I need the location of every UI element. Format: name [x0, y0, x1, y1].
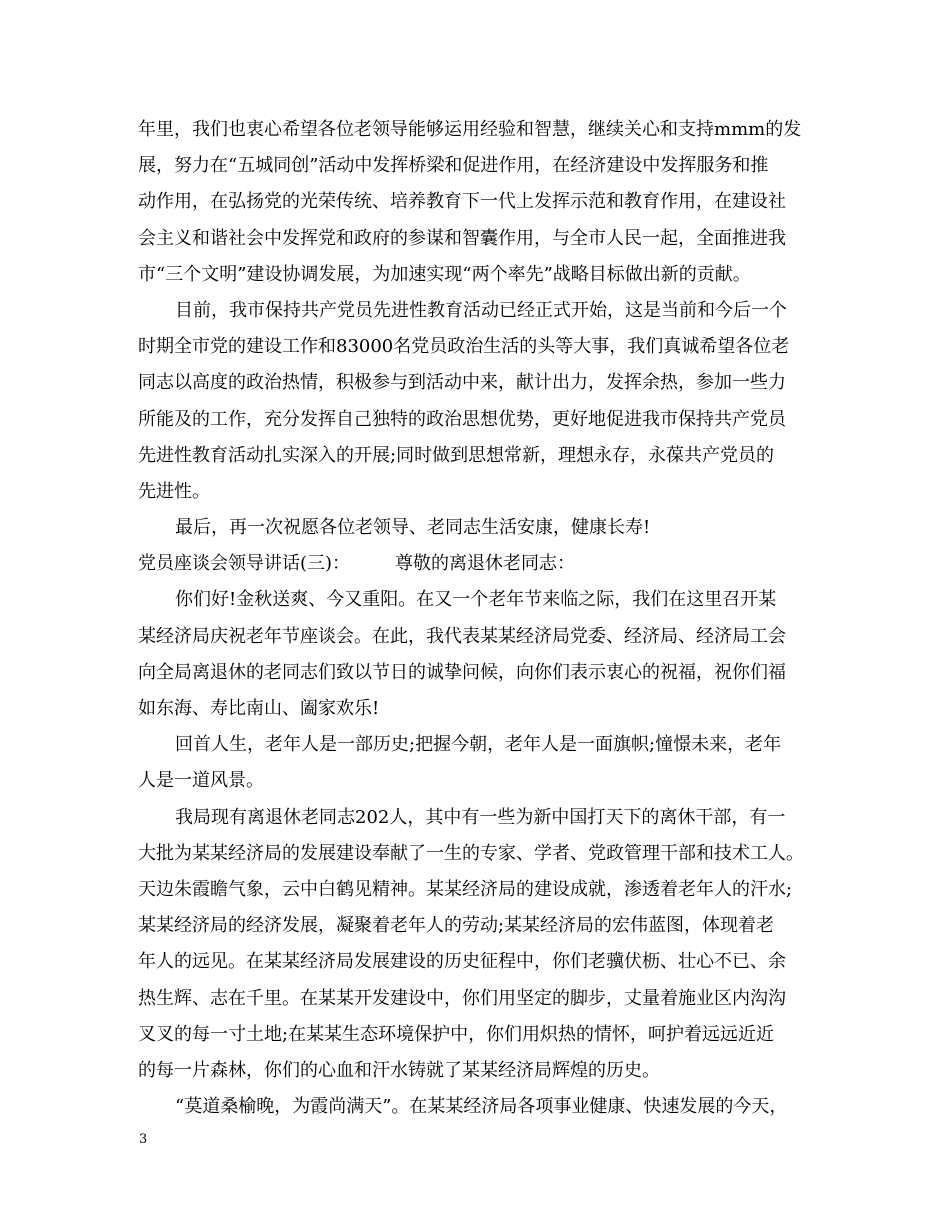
text-line: 叉叉的每一寸土地;在某某生态环境保护中，你们用炽热的情怀，呵护着远远近近	[138, 1023, 775, 1045]
text-line: 时期全市党的建设工作和83000名党员政治生活的头等大事，我们真诚希望各位老	[138, 336, 790, 358]
page-number: 3	[139, 1132, 148, 1147]
text-line: 年人的远见。在某某经济局发展建设的历史征程中，你们老骥伏枥、壮心不已、余	[138, 951, 786, 973]
text-line: 目前，我市保持共产党员先进性教育活动已经正式开始，这是当前和今后一个	[175, 299, 787, 321]
text-line: 人是一道风景。	[138, 770, 264, 792]
text-line: 同志以高度的政治热情，积极参与到活动中来，献计出力，发挥余热，参加一些力	[138, 372, 786, 394]
text-line: 最后，再一次祝愿各位老领导、老同志生活安康，健康长寿!	[175, 517, 651, 539]
text-line: 会主义和谐社会中发挥党和政府的参谋和智囊作用，与全市人民一起，全面推进我	[138, 227, 786, 249]
text-line: 年里，我们也衷心希望各位老领导能够运用经验和智慧，继续关心和支持mmm的发	[138, 119, 802, 140]
text-line: 动作用，在弘扬党的光荣传统、培养教育下一代上发挥示范和教育作用，在建设社	[138, 191, 786, 213]
text-line: 党员座谈会领导讲话(三)： 尊敬的离退休老同志：	[138, 553, 576, 575]
text-line: 我局现有离退休老同志202人，其中有一些为新中国打天下的离休干部，有一	[175, 806, 786, 828]
text-line: 如东海、寿比南山、阖家欢乐!	[138, 698, 380, 719]
text-line: 先进性。	[138, 480, 210, 502]
text-line: 天边朱霞瞻气象，云中白鹤见精神。某某经济局的建设成就，渗透着老年人的汗水;	[138, 878, 793, 900]
text-line: “莫道桑榆晚，为霞尚满天”。在某某经济局各项事业健康、快速发展的今天，	[175, 1096, 788, 1118]
text-line: 你们好!金秋送爽、今又重阳。在又一个老年节来临之际，我们在这里召开某	[175, 589, 777, 611]
text-line: 向全局离退休的老同志们致以节日的诚挚问候，向你们表示衷心的祝福，祝你们福	[138, 661, 786, 683]
text-line: 的每一片森林，你们的心血和汗水铸就了某某经济局辉煌的历史。	[138, 1059, 660, 1081]
text-line: 所能及的工作，充分发挥自己独特的政治思想优势，更好地促进我市保持共产党员	[138, 408, 786, 430]
text-line: 展，努力在“五城同创”活动中发挥桥梁和促进作用，在经济建设中发挥服务和推	[138, 155, 769, 177]
text-line: 热生辉、志在千里。在某某开发建设中，你们用坚定的脚步，丈量着施业区内沟沟	[138, 987, 786, 1009]
text-line: 先进性教育活动扎实深入的开展;同时做到思想常新，理想永存，永葆共产党员的	[138, 444, 775, 466]
text-line: 市“三个文明”建设协调发展，为加速实现“两个率先”战略目标做出新的贡献。	[138, 263, 751, 285]
text-line: 回首人生，老年人是一部历史;把握今朝，老年人是一面旗帜;憧憬未来，老年	[175, 734, 782, 756]
text-line: 某经济局庆祝老年节座谈会。在此，我代表某某经济局党委、经济局、经济局工会	[138, 625, 786, 647]
document-body	[138, 112, 826, 1125]
text-line: 某某经济局的经济发展，凝聚着老年人的劳动;某某经济局的宏伟蓝图，体现着老	[138, 915, 775, 937]
text-line: 大批为某某经济局的发展建设奉献了一生的专家、学者、党政管理干部和技术工人。	[138, 842, 804, 864]
